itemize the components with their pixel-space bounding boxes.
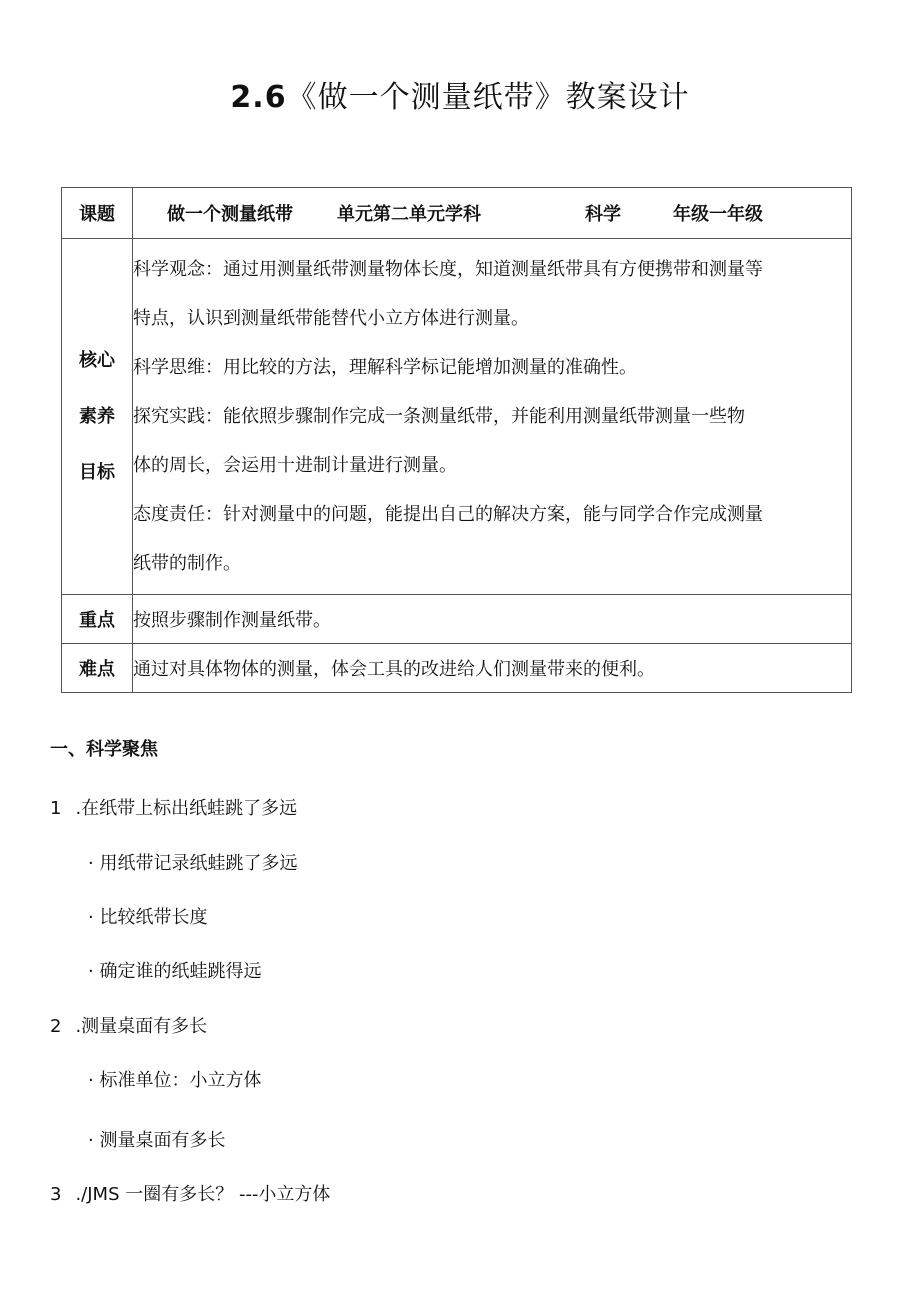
list-item: · 确定谁的纸蛙跳得远 <box>88 961 262 982</box>
difficulty-text: 通过对具体物体的测量，体会工具的改进给人们测量带来的便利。 <box>133 644 852 693</box>
goals-label-line: 核心 <box>79 349 115 371</box>
subject-value: 科学 <box>585 204 621 225</box>
goals-label-line: 目标 <box>79 461 115 483</box>
key-point-text: 按照步骤制作测量纸带。 <box>133 595 852 644</box>
table-row-topic <box>62 188 852 239</box>
list-item: · 用纸带记录纸蛙跳了多远 <box>88 853 298 874</box>
goals-label-line: 素养 <box>79 405 115 427</box>
lesson-info-table <box>61 187 852 693</box>
goal-line: 体的周长，会运用十进制计量进行测量。 <box>133 455 457 476</box>
topic-header-cells <box>133 188 852 239</box>
goal-line: 科学思维：用比较的方法，理解科学标记能增加测量的准确性。 <box>133 357 637 378</box>
list-item: · 测量桌面有多长 <box>88 1130 226 1151</box>
grade-value: 年级一年级 <box>673 204 763 225</box>
difficulty-label: 难点 <box>62 644 133 693</box>
unit-value: 单元第二单元学科 <box>337 204 481 225</box>
page-title <box>0 78 920 118</box>
goal-line: 纸带的制作。 <box>133 553 241 574</box>
goal-line: 特点，认识到测量纸带能替代小立方体进行测量。 <box>133 308 529 329</box>
goal-line: 科学观念：通过用测量纸带测量物体长度，知道测量纸带具有方便携带和测量等 <box>133 259 763 280</box>
list-item: · 标准单位：小立方体 <box>88 1070 262 1091</box>
goal-line: 态度责任：针对测量中的问题，能提出自己的解决方案，能与同学合作完成测量 <box>133 504 763 525</box>
title-number: 2.6 <box>230 80 287 115</box>
section-heading: 一、科学聚焦 <box>50 739 158 760</box>
topic-label: 课题 <box>62 188 133 239</box>
key-point-label: 重点 <box>62 595 133 644</box>
list-item: 1 .在纸带上标出纸蛙跳了多远 <box>50 798 298 819</box>
title-text: 《做一个测量纸带》教案设计 <box>286 80 690 115</box>
goals-content <box>133 239 852 595</box>
list-item: 3 ./JMS 一圈有多长？ ---小立方体 <box>50 1184 331 1205</box>
goals-label <box>62 239 133 595</box>
list-item: · 比较纸带长度 <box>88 907 208 928</box>
table-row-difficulty <box>62 644 852 693</box>
table-row-goals <box>62 239 852 595</box>
list-item: 2 .测量桌面有多长 <box>50 1016 208 1037</box>
goal-line: 探究实践：能依照步骤制作完成一条测量纸带，并能利用测量纸带测量一些物 <box>133 406 745 427</box>
topic-value: 做一个测量纸带 <box>167 204 293 225</box>
table-row-key-point <box>62 595 852 644</box>
